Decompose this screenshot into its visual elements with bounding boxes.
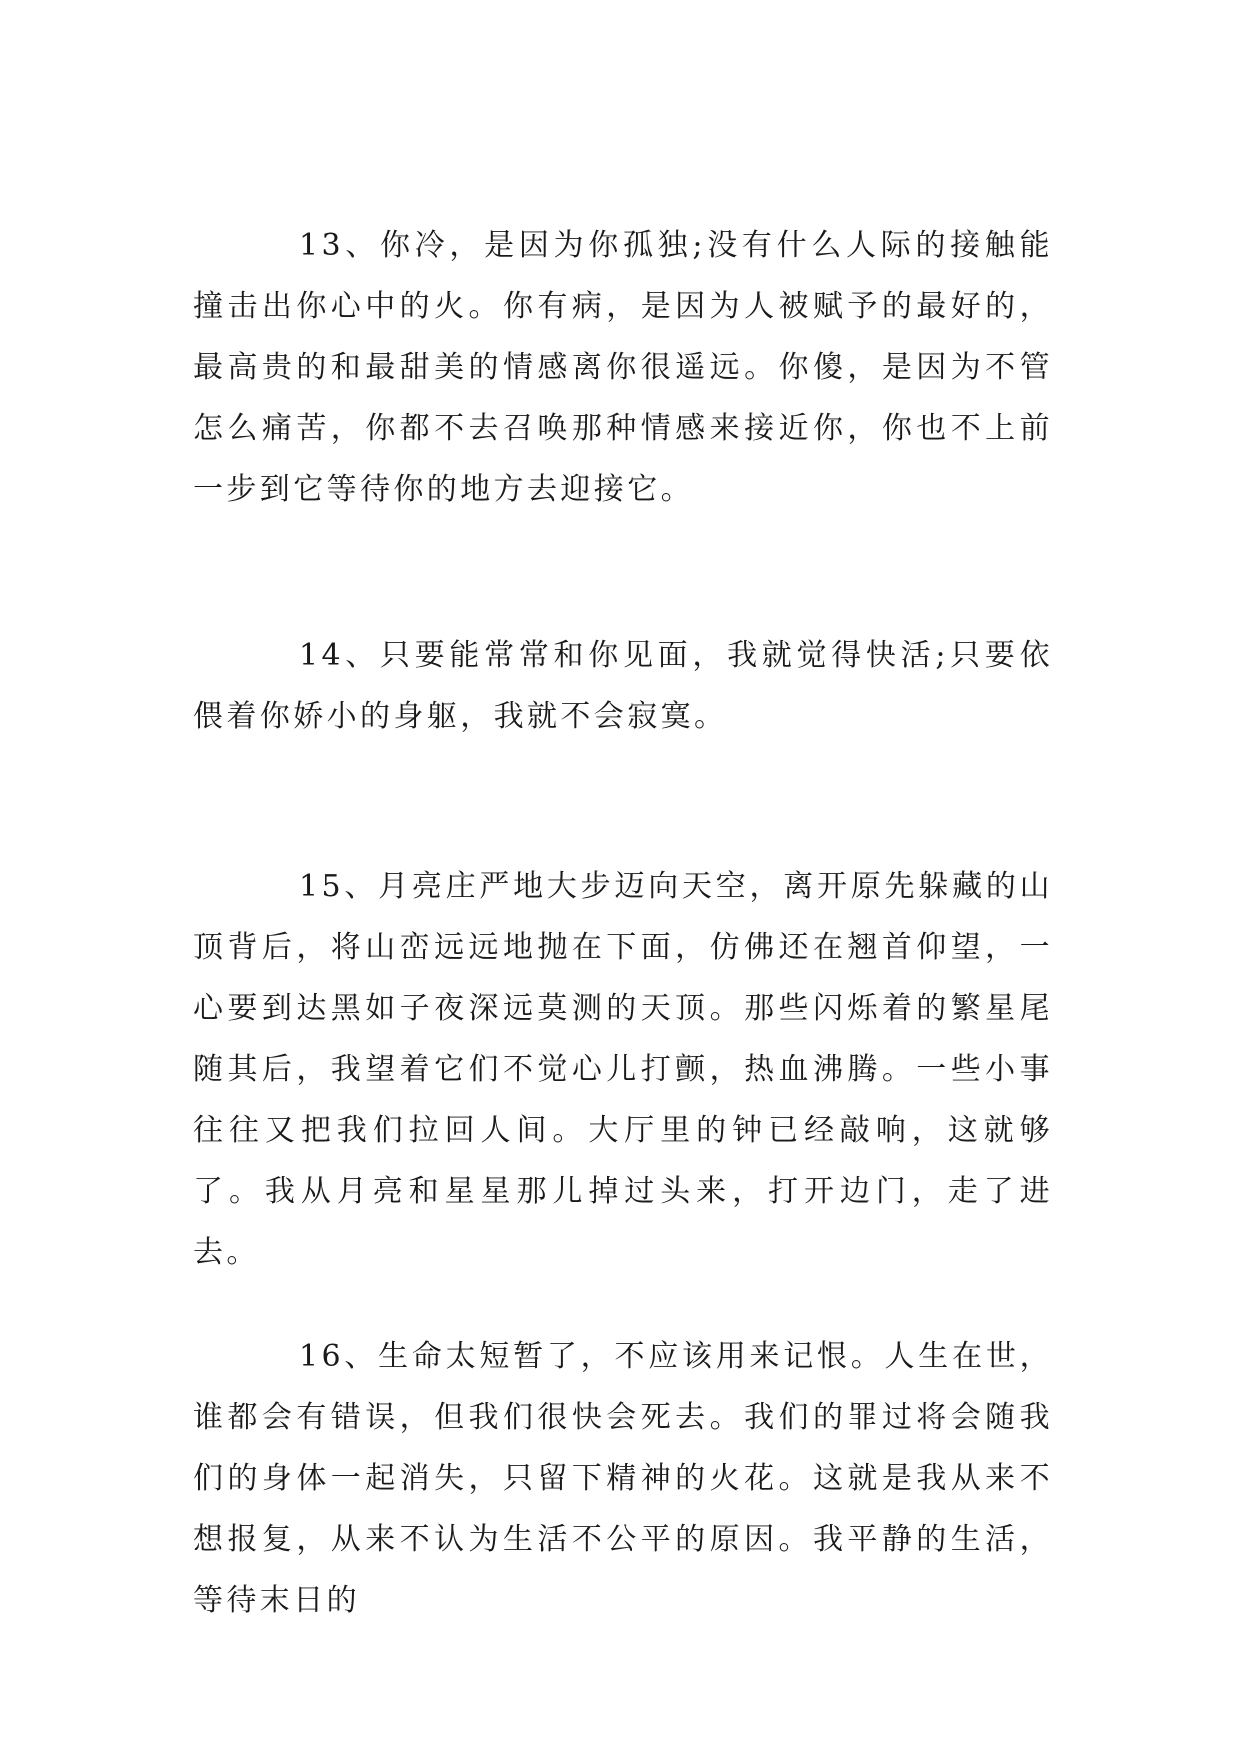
paragraph-14: 14、只要能常常和你见面，我就觉得快活;只要依偎着你娇小的身躯，我就不会寂寞。 (193, 638, 1053, 734)
paragraph-13: 13、你冷，是因为你孤独;没有什么人际的接触能撞击出你心中的火。你有病，是因为人被赋予的最好的，最高贵的和最甜美的情感离你很遥远。你傻，是因为不管怎么痛苦，你都不去召唤那种情感来接近你，你也不上前一步到它等待你的地方去迎接它。 (193, 228, 1053, 507)
paragraph-16: 16、生命太短暂了，不应该用来记恨。人生在世，谁都会有错误，但我们很快会死去。我们的罪过将会随我们的身体一起消失，只留下精神的火花。这就是我从来不想报复，从来不认为生活不公平的原因。我平静的生活，等待末日的 (193, 1339, 1053, 1618)
paragraph-15: 15、月亮庄严地大步迈向天空，离开原先躲藏的山顶背后，将山峦远远地抛在下面，仿佛还在翘首仰望，一心要到达黑如子夜深远莫测的天顶。那些闪烁着的繁星尾随其后，我望着它们不觉心儿打颤，热血沸腾。一些小事往往又把我们拉回人间。大厅里的钟已经敲响，这就够了。我从月亮和星星那儿掉过头来，打开边门，走了进去。 (193, 869, 1053, 1270)
